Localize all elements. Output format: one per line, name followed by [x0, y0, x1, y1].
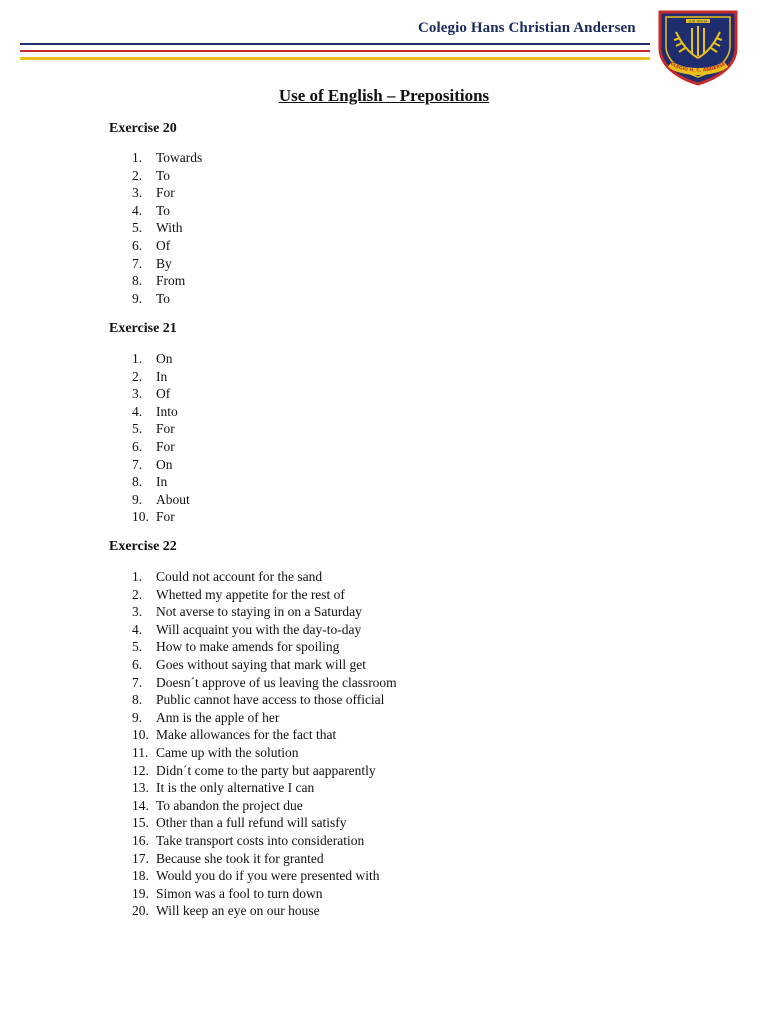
school-name: Colegio Hans Christian Andersen	[418, 20, 636, 36]
list-item-text: From	[156, 273, 186, 289]
list-item-text: For	[156, 421, 175, 437]
list-item-text: Would you do if you were presented with	[156, 868, 380, 884]
list-item	[109, 850, 397, 868]
list-item-text: Into	[156, 403, 178, 419]
list-item-text: Towards	[156, 150, 203, 165]
page-title: Use of English – Prepositions	[278, 86, 490, 105]
list-item-number: 2.	[132, 586, 143, 602]
exercise-20-list	[109, 149, 202, 307]
list-item-number: 2.	[132, 368, 143, 384]
list-item	[109, 586, 397, 604]
list-item	[109, 691, 397, 709]
list-item	[109, 885, 397, 903]
list-item	[109, 420, 190, 438]
list-item-text: Public cannot have access to those official	[156, 692, 385, 708]
list-item	[109, 867, 397, 885]
list-item-number: 9.	[132, 491, 143, 507]
list-item-number: 7.	[132, 255, 143, 271]
list-item-text: Came up with the solution	[156, 744, 299, 760]
list-item-number: 19.	[132, 885, 149, 901]
list-item	[109, 219, 202, 237]
list-item-text: Doesn´t approve of us leaving the classroom	[156, 674, 397, 690]
header-stripe-blue	[20, 43, 650, 45]
list-item	[109, 744, 397, 762]
list-item-text: For	[156, 509, 175, 525]
exercise-21-heading: Exercise 21	[109, 321, 177, 336]
list-item	[109, 202, 202, 220]
list-item-number: 8.	[132, 474, 143, 490]
list-item	[109, 656, 397, 674]
list-item-text: In	[156, 474, 168, 490]
list-item	[109, 832, 397, 850]
list-item-text: Will acquaint you with the day-to-day	[156, 621, 362, 637]
list-item-text: By	[156, 255, 172, 271]
list-item-text: For	[156, 438, 175, 454]
list-item-number: 10.	[132, 727, 149, 743]
list-item	[109, 779, 397, 797]
list-item-number: 9.	[132, 290, 143, 306]
list-item	[109, 621, 397, 639]
list-item-text: How to make amends for spoiling	[156, 639, 340, 655]
list-item-number: 9.	[132, 709, 143, 725]
exercise-22-list	[109, 568, 397, 920]
crest-ribbon-text: OLEGIO H. C. ANDERSE	[668, 61, 727, 74]
list-item-number: 2.	[132, 167, 143, 183]
list-item-number: 8.	[132, 692, 143, 708]
list-item	[109, 603, 397, 621]
list-item-number: 10.	[132, 509, 149, 525]
exercise-22-heading: Exercise 22	[109, 539, 177, 554]
header-stripe-yellow	[20, 57, 650, 60]
list-item-text: Goes without saying that mark will get	[156, 656, 366, 672]
crest-motto: LUX VOCIA	[688, 19, 708, 24]
list-item-text: Because she took it for granted	[156, 850, 324, 866]
list-item	[109, 438, 190, 456]
list-item	[109, 350, 190, 368]
list-item-number: 20.	[132, 903, 149, 919]
list-item	[109, 272, 202, 290]
list-item-text: To abandon the project due	[156, 797, 303, 813]
list-item-number: 18.	[132, 868, 149, 884]
list-item-text: About	[156, 491, 190, 507]
list-item-number: 1.	[132, 150, 143, 165]
list-item-number: 6.	[132, 438, 143, 454]
list-item-text: Ann is the apple of her	[156, 709, 280, 725]
list-item-number: 1.	[132, 569, 143, 584]
list-item-number: 3.	[132, 185, 143, 201]
list-item	[109, 403, 190, 421]
exercise-21-list	[109, 350, 190, 526]
list-item	[109, 762, 397, 780]
list-item-number: 15.	[132, 815, 149, 831]
list-item-text: To	[156, 167, 171, 183]
list-item-number: 7.	[132, 456, 143, 472]
list-item	[109, 726, 397, 744]
list-item-text: Whetted my appetite for the rest of	[156, 586, 345, 602]
list-item-text: To	[156, 202, 171, 218]
list-item	[109, 149, 202, 167]
list-item-number: 4.	[132, 621, 143, 637]
list-item-text: Didn´t come to the party but aapparently	[156, 762, 376, 778]
list-item-text: With	[156, 220, 183, 236]
exercise-20-heading: Exercise 20	[109, 121, 177, 136]
list-item-text: Will keep an eye on our house	[156, 903, 320, 919]
list-item	[109, 290, 202, 308]
list-item-number: 12.	[132, 762, 149, 778]
list-item-number: 1.	[132, 351, 143, 366]
list-item	[109, 473, 190, 491]
list-item-text: Of	[156, 386, 171, 402]
list-item	[109, 167, 202, 185]
list-item-number: 7.	[132, 674, 143, 690]
list-item-text: Not averse to staying in on a Saturday	[156, 604, 362, 620]
list-item	[109, 709, 397, 727]
list-item-text: On	[156, 351, 173, 366]
list-item-text: Take transport costs into consideration	[156, 832, 365, 848]
list-item-text: Other than a full refund will satisfy	[156, 815, 347, 831]
list-item-number: 3.	[132, 604, 143, 620]
list-item	[109, 237, 202, 255]
list-item-number: 16.	[132, 832, 149, 848]
list-item	[109, 508, 190, 526]
list-item	[109, 456, 190, 474]
list-item-text: In	[156, 368, 168, 384]
list-item-number: 14.	[132, 797, 149, 813]
list-item-number: 6.	[132, 656, 143, 672]
list-item-number: 5.	[132, 421, 143, 437]
list-item	[109, 674, 397, 692]
list-item	[109, 797, 397, 815]
list-item-text: On	[156, 456, 173, 472]
list-item	[109, 814, 397, 832]
list-item-text: It is the only alternative I can	[156, 780, 315, 796]
list-item-number: 13.	[132, 780, 149, 796]
list-item	[109, 255, 202, 273]
list-item-number: 5.	[132, 220, 143, 236]
list-item-text: Make allowances for the fact that	[156, 727, 337, 743]
list-item	[109, 184, 202, 202]
list-item	[109, 638, 397, 656]
list-item-text: To	[156, 290, 171, 306]
list-item-number: 4.	[132, 403, 143, 419]
list-item	[109, 491, 190, 509]
header-stripe-red	[20, 50, 650, 52]
list-item	[109, 568, 397, 586]
list-item-number: 17.	[132, 850, 149, 866]
list-item-number: 8.	[132, 273, 143, 289]
list-item-text: Simon was a fool to turn down	[156, 885, 323, 901]
list-item	[109, 385, 190, 403]
list-item-number: 6.	[132, 237, 143, 253]
list-item	[109, 368, 190, 386]
list-item-number: 3.	[132, 386, 143, 402]
school-crest-logo	[652, 8, 744, 86]
list-item-number: 4.	[132, 202, 143, 218]
list-item-number: 11.	[132, 744, 149, 760]
list-item-text: Could not account for the sand	[156, 569, 323, 584]
list-item-number: 5.	[132, 639, 143, 655]
list-item-text: Of	[156, 237, 171, 253]
list-item-text: For	[156, 185, 175, 201]
list-item	[109, 902, 397, 920]
